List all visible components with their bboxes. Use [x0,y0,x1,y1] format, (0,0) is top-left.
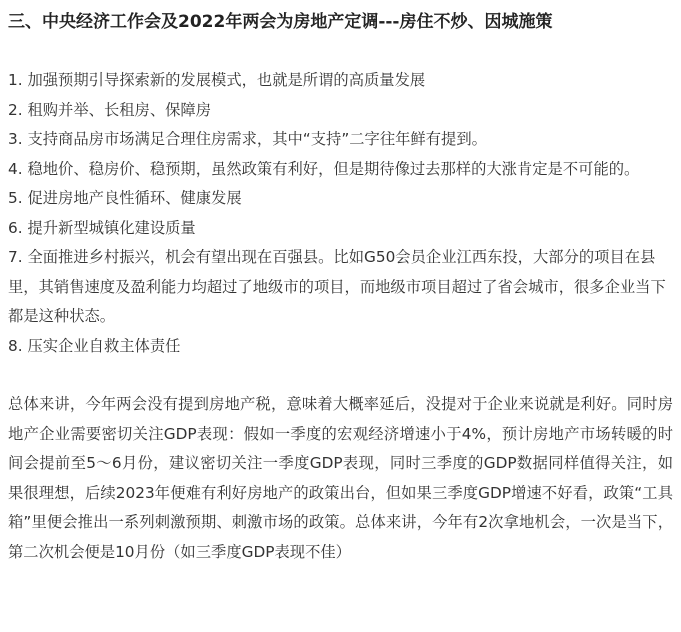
list-item: 2. 租购并举、长租房、保障房 [8,100,212,119]
list-item: 5. 促进房地产良性循环、健康发展 [8,189,242,207]
list-item: 3. 支持商品房市场满足合理住房需求，其中“支持”二字往年鲜有提到。 [8,130,487,148]
summary-paragraph: 总体来讲，今年两会没有提到房地产税，意味着大概率延后，没提对于企业来说就是利好。同时房地产企业需要密切关注GDP表现：假如一季度的宏观经济增速小于4%，预计房地产市场转暖的时间会提前至5～6月份，建议密切关注一季度GDP表现，同时三季度的GDP数据同样值得关注，如果很理想，后续2023年便难有利好房地产的政策出台，但如果三季度GDP增速不好看，政策“工具箱”里便会推出一系列刺激预期、刺激市场的政策。总体来讲，今年有2次拿地机会，一次是当下，第二次机会便是10月份（如三季度GDP表现不佳） [8,395,673,561]
list-item: 6. 提升新型城镇化建设质量 [8,218,196,237]
list-item: 7. 全面推进乡村振兴，机会有望出现在百强县。比如G50会员企业江西东投，大部分的项目在县里，其销售速度及盈利能力均超过了地级市的项目，而地级市项目超过了省会城市，很多企业当下都是这种状态。 [8,248,666,325]
section-heading: 三、中央经济工作会及2022年两会为房地产定调---房住不炒、因城施策 [8,12,553,32]
list-item: 1. 加强预期引导探索新的发展模式，也就是所谓的高质量发展 [8,71,426,89]
list-item: 8. 压实企业自救主体责任 [8,336,181,355]
list-item: 4. 稳地价、稳房价、稳预期，虽然政策有利好，但是期待像过去那样的大涨肯定是不可能的。 [8,159,640,178]
policy-list [8,66,673,361]
